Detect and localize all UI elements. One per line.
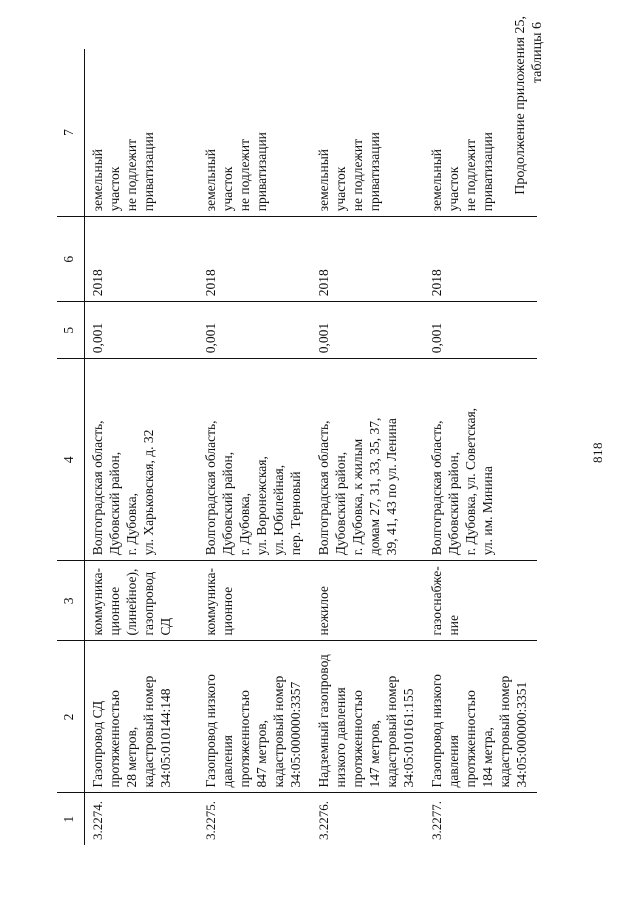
address-cell [198, 359, 311, 561]
table-header-row [57, 49, 85, 845]
address-cell-line: г. Дубовка, к жилым [350, 438, 365, 556]
object-name-cell-line: 34:05:000000:3357 [288, 681, 303, 788]
address-cell-line: Волгоградская область, [429, 420, 444, 556]
object-name-cell-line: протяженностью [237, 690, 252, 788]
value-cell [198, 302, 311, 359]
status-cell [198, 49, 311, 217]
year-cell [311, 217, 424, 302]
address-cell-line: ул. Харьковская, д. 32 [141, 429, 156, 556]
status-cell-line: не подлежит [463, 139, 478, 212]
status-cell [424, 49, 537, 217]
address-cell-line: Дубовский район, [333, 451, 348, 556]
object-name-cell-line: протяженностью [463, 690, 478, 788]
header-cell: 6 [57, 217, 85, 302]
object-type-cell-line: (линейное), [124, 568, 139, 636]
object-type-cell [198, 561, 311, 641]
object-name-cell-line: 184 метра, [480, 727, 495, 788]
object-type-cell [85, 561, 199, 641]
address-cell-line: ул. Воронежская, [254, 456, 269, 556]
status-cell-line: земельный [90, 148, 105, 212]
object-type-cell-line: коммуника- [203, 568, 218, 636]
object-name-cell-line: Газопровод СД [90, 700, 105, 788]
status-cell-line: не подлежит [350, 139, 365, 212]
address-cell-line: Волгоградская область, [316, 420, 331, 556]
row-number-cell [424, 793, 537, 845]
object-name-cell-line: 34:05:010144:148 [158, 688, 173, 788]
object-type-cell-line: СД [158, 617, 173, 636]
object-name-cell-line: 147 метров, [367, 720, 382, 788]
object-name-cell-line: 28 метров, [124, 726, 139, 788]
address-cell-line: Волгоградская область, [90, 420, 105, 556]
status-cell-line: приватизации [141, 132, 156, 212]
status-cell-line: приватизации [254, 132, 269, 212]
object-type-cell-line: ционное [107, 586, 122, 636]
object-name-cell [311, 641, 424, 793]
year-cell [424, 217, 537, 302]
header-cell: 5 [57, 302, 85, 359]
row-number-cell [198, 793, 311, 845]
row-number-cell-line: 3.2277. [429, 801, 444, 840]
object-name-cell-line: кадастровый номер [271, 675, 286, 788]
row-number-cell-line: 3.2275. [203, 801, 218, 840]
object-name-cell-line: 34:05:010161:155 [401, 688, 416, 788]
object-type-cell-line: коммуника- [90, 568, 105, 636]
object-name-cell-line: 34:05:000000:3351 [514, 681, 529, 788]
address-cell-line: 39, 41, 43 по ул. Ленина [384, 418, 399, 556]
object-type-cell-line: газопровод [141, 571, 156, 636]
object-type-cell-line: ционное [220, 586, 235, 636]
page-number: 818 [590, 442, 605, 463]
status-cell-line: приватизации [367, 132, 382, 212]
status-cell-line: участок [220, 166, 235, 212]
row-number-cell [311, 793, 424, 845]
address-cell-line: Волгоградская область, [203, 420, 218, 556]
table-row [311, 49, 424, 845]
table-row [85, 49, 199, 845]
address-cell [85, 359, 199, 561]
object-name-cell-line: кадастровый номер [141, 675, 156, 788]
address-cell-line: Дубовский район, [446, 451, 461, 556]
object-name-cell-line: Надземный газопровод [316, 654, 331, 788]
object-name-cell-line: Газопровод низкого [429, 674, 444, 788]
table-body [57, 49, 537, 845]
address-cell-line: Дубовский район, [107, 451, 122, 556]
row-number-cell [85, 793, 199, 845]
year-cell-line: 2018 [429, 269, 444, 297]
year-cell-line: 2018 [90, 269, 105, 297]
object-name-cell [424, 641, 537, 793]
table-row [198, 49, 311, 845]
status-cell-line: не подлежит [237, 139, 252, 212]
object-type-cell-line: газоснабже- [429, 566, 444, 636]
row-number-cell-line: 3.2276. [316, 801, 331, 840]
value-cell-line: 0,001 [90, 322, 105, 354]
value-cell [85, 302, 199, 359]
object-name-cell-line: низкого давления [333, 687, 348, 788]
object-name-cell-line: Газопровод низкого [203, 674, 218, 788]
object-name-cell [85, 641, 199, 793]
value-cell-line: 0,001 [203, 322, 218, 354]
row-number-cell-line: 3.2274. [90, 801, 105, 840]
year-cell-line: 2018 [316, 269, 331, 297]
header-cell: 4 [57, 359, 85, 561]
object-name-cell-line: давления [446, 735, 461, 788]
header-cell: 2 [57, 641, 85, 793]
address-cell-line: домам 27, 31, 33, 35, 37, [367, 417, 382, 556]
year-cell [198, 217, 311, 302]
object-name-cell-line: протяженностью [107, 690, 122, 788]
value-cell-line: 0,001 [316, 322, 331, 354]
address-cell [311, 359, 424, 561]
object-name-cell [198, 641, 311, 793]
status-cell-line: приватизации [480, 132, 495, 212]
header-cell: 7 [57, 49, 85, 217]
value-cell-line: 0,001 [429, 322, 444, 354]
address-cell-line: Дубовский район, [220, 451, 235, 556]
status-cell-line: участок [446, 166, 461, 212]
object-type-cell-line: ние [446, 615, 461, 636]
object-type-cell [311, 561, 424, 641]
address-cell [424, 359, 537, 561]
table-row [424, 49, 537, 845]
address-cell-line: ул. им. Минина [480, 466, 495, 556]
year-cell [85, 217, 199, 302]
address-cell-line: ул. Юбилейная, [271, 464, 286, 556]
object-name-cell-line: кадастровый номер [384, 675, 399, 788]
object-type-cell [424, 561, 537, 641]
property-table [57, 49, 537, 845]
address-cell-line: г. Дубовка, [237, 492, 252, 556]
object-name-cell-line: кадастровый номер [497, 675, 512, 788]
object-name-cell-line: давления [220, 735, 235, 788]
status-cell [311, 49, 424, 217]
status-cell-line: участок [107, 166, 122, 212]
object-name-cell-line: 847 метров, [254, 720, 269, 788]
object-name-cell-line: протяженностью [350, 690, 365, 788]
status-cell [85, 49, 199, 217]
address-cell-line: г. Дубовка, ул. Советская, [463, 407, 478, 556]
status-cell-line: земельный [316, 148, 331, 212]
continuation-line-1: Продолжение приложения 25, [513, 16, 528, 195]
continuation-line-2: таблицы 6 [530, 22, 545, 84]
value-cell [424, 302, 537, 359]
object-type-cell-line: нежилое [316, 586, 331, 636]
status-cell-line: не подлежит [124, 139, 139, 212]
year-cell-line: 2018 [203, 269, 218, 297]
status-cell-line: земельный [203, 148, 218, 212]
status-cell-line: земельный [429, 148, 444, 212]
header-cell: 3 [57, 561, 85, 641]
header-cell: 1 [57, 793, 85, 845]
status-cell-line: участок [333, 166, 348, 212]
address-cell-line: г. Дубовка, [124, 492, 139, 556]
address-cell-line: пер. Терновый [288, 471, 303, 556]
value-cell [311, 302, 424, 359]
